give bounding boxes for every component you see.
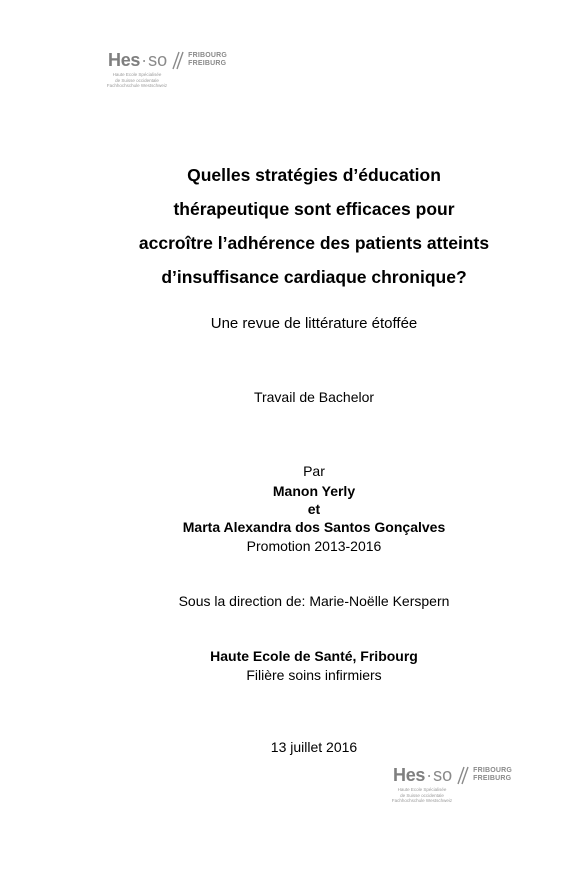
logo-sub-line2: de Suisse occidentale	[400, 792, 444, 798]
logo-subtitle	[108, 72, 166, 89]
promotion: Promotion 2013-2016	[246, 538, 382, 554]
author-2: Marta Alexandra dos Santos Gonçalves	[182, 519, 446, 535]
logo-slashes-icon	[168, 50, 186, 70]
logo-city-de: FREIBURG	[188, 60, 227, 67]
logo-sub-line1: Haute Ecole Spécialisée	[397, 787, 447, 792]
logo-sub-line3: Fachhochschule Westschweiz	[106, 83, 168, 88]
logo-hes-text: Hes	[108, 50, 141, 70]
logo-wordmark	[108, 50, 227, 72]
logo-city	[188, 52, 227, 68]
hes-so-logo-top	[108, 50, 227, 89]
logo-sub-line2: de Suisse occidentale	[115, 77, 159, 83]
work-type: Travail de Bachelor	[253, 389, 375, 405]
hes-so-logo-bottom	[393, 765, 512, 804]
school-name: Haute Ecole de Santé, Fribourg	[210, 648, 418, 664]
date: 13 juillet 2016	[270, 739, 358, 755]
logo-wordmark	[393, 765, 512, 787]
logo-slashes-icon	[453, 765, 471, 785]
logo-city-fr: FRIBOURG	[188, 52, 228, 59]
title-line-1: Quelles stratégies d’éducation	[187, 165, 441, 185]
thesis-subtitle: Une revue de littérature étoffée	[210, 315, 418, 332]
logo-dot: ·	[141, 50, 148, 70]
logo-city-fr: FRIBOURG	[473, 767, 513, 774]
logo-so-text: so	[433, 765, 453, 785]
school-program: Filière soins infirmiers	[246, 667, 382, 683]
logo-city-de: FREIBURG	[473, 775, 512, 782]
by-label: Par	[303, 463, 325, 479]
supervision: Sous la direction de: Marie-Noëlle Kerspern	[178, 593, 450, 609]
author-1: Manon Yerly	[272, 483, 356, 499]
and-label: et	[307, 501, 321, 517]
logo-dot: ·	[426, 765, 433, 785]
logo-sub-line3: Fachhochschule Westschweiz	[391, 798, 453, 803]
logo-subtitle	[393, 787, 451, 804]
title-line-2: thérapeutique sont efficaces pour	[173, 199, 455, 219]
logo-sub-line1: Haute Ecole Spécialisée	[112, 72, 162, 77]
title-line-3: accroître l’adhérence des patients atteints	[138, 233, 490, 253]
logo-city	[473, 767, 512, 783]
logo-so-text: so	[148, 50, 168, 70]
logo-hes-text: Hes	[393, 765, 426, 785]
thesis-title	[0, 158, 588, 294]
title-line-4: d’insuffisance cardiaque chronique?	[161, 267, 467, 287]
